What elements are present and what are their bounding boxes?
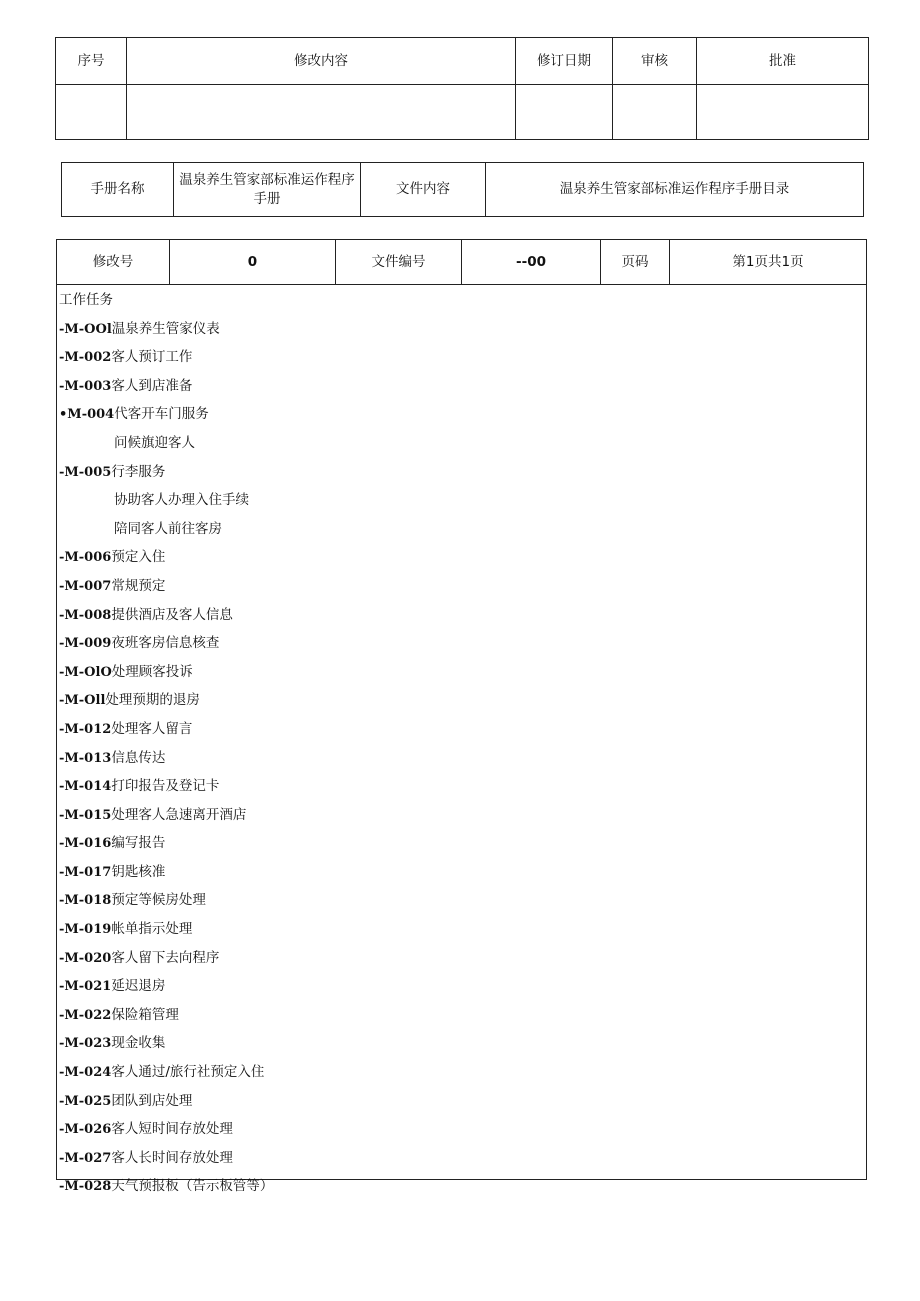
task-title: 提供酒店及客人信息 bbox=[111, 606, 233, 623]
task-title: 客人留下去向程序 bbox=[111, 949, 220, 966]
header-review: 审核 bbox=[613, 38, 697, 85]
task-title: 常规预定 bbox=[111, 577, 166, 594]
task-code: -M-Oll bbox=[59, 693, 106, 709]
task-code: -M-015 bbox=[59, 807, 112, 823]
task-title: 保险箱管理 bbox=[111, 1006, 179, 1023]
task-title: 客人长时间存放处理 bbox=[111, 1149, 233, 1166]
list-item bbox=[59, 1001, 866, 1030]
task-title: 行李服务 bbox=[111, 463, 166, 480]
list-item bbox=[59, 886, 866, 915]
header-approval: 批准 bbox=[697, 38, 869, 85]
task-code: -M-008 bbox=[59, 607, 112, 623]
task-list bbox=[57, 285, 866, 1201]
empty-cell bbox=[613, 85, 697, 140]
task-code: -M-007 bbox=[59, 578, 112, 594]
document-table bbox=[56, 239, 867, 1195]
list-item bbox=[59, 486, 866, 515]
task-code: -M-OOl bbox=[59, 321, 112, 337]
task-title: 客人到店准备 bbox=[111, 377, 193, 394]
task-title: 夜班客房信息核查 bbox=[111, 635, 220, 652]
task-title: 客人短时间存放处理 bbox=[111, 1121, 233, 1138]
task-title: 处理客人急速离开酒店 bbox=[111, 806, 247, 823]
task-code: -M-020 bbox=[59, 950, 112, 966]
empty-cell bbox=[56, 85, 127, 140]
task-title: 客人通过/旅行社预定入住 bbox=[111, 1064, 265, 1081]
empty-cell bbox=[127, 85, 516, 140]
task-title: 钥匙核准 bbox=[111, 863, 166, 880]
list-item bbox=[59, 744, 866, 773]
task-code: -M-026 bbox=[59, 1122, 112, 1138]
revision-header-row bbox=[56, 38, 869, 85]
task-code: -M-019 bbox=[59, 922, 112, 938]
revision-history-table bbox=[55, 37, 869, 140]
task-title: 代客开车门服务 bbox=[114, 406, 209, 423]
task-title: 信息传达 bbox=[111, 749, 166, 766]
task-code: -M-017 bbox=[59, 864, 112, 880]
list-item bbox=[59, 915, 866, 944]
task-title: 温泉养生管家仪表 bbox=[111, 320, 220, 337]
list-item bbox=[59, 429, 866, 458]
task-title: 天气预报板（告示板管等） bbox=[111, 1178, 274, 1195]
revision-number-value: 0 bbox=[170, 240, 336, 285]
task-title: 处理预期的退房 bbox=[105, 692, 200, 709]
task-code: -M-024 bbox=[59, 1065, 112, 1081]
list-item bbox=[59, 572, 866, 601]
task-code: -M-003 bbox=[59, 378, 112, 394]
task-title: 处理客人留言 bbox=[111, 720, 193, 737]
list-item bbox=[59, 543, 866, 572]
task-title: 处理顾客投诉 bbox=[111, 663, 193, 680]
task-code: -M-023 bbox=[59, 1036, 112, 1052]
task-code: -M-012 bbox=[59, 721, 112, 737]
list-item bbox=[59, 601, 866, 630]
task-title: 编写报告 bbox=[111, 835, 166, 852]
list-item bbox=[59, 458, 866, 487]
task-code: -M-018 bbox=[59, 893, 112, 909]
manual-name-value: 温泉养生管家部标准运作程序手册 bbox=[174, 163, 361, 217]
task-title: 帐单指示处理 bbox=[111, 921, 193, 938]
header-modification-content: 修改内容 bbox=[127, 38, 516, 85]
task-code: -M-005 bbox=[59, 464, 112, 480]
file-number-label: 文件编号 bbox=[336, 240, 462, 285]
list-item bbox=[59, 1172, 866, 1201]
list-item bbox=[59, 972, 866, 1001]
task-code: -M-027 bbox=[59, 1150, 112, 1166]
task-title: 协助客人办理入住手续 bbox=[114, 492, 249, 509]
task-code: -M-028 bbox=[59, 1179, 112, 1195]
section-title: 工作任务 bbox=[59, 292, 113, 308]
task-title: 预定入住 bbox=[111, 549, 166, 566]
list-item bbox=[59, 400, 866, 429]
list-item bbox=[59, 1029, 866, 1058]
task-code: -M-002 bbox=[59, 350, 112, 366]
list-item bbox=[59, 343, 866, 372]
task-title: 现金收集 bbox=[111, 1035, 166, 1052]
task-title: 团队到店处理 bbox=[111, 1092, 193, 1109]
list-item bbox=[59, 772, 866, 801]
manual-info-table bbox=[61, 162, 864, 217]
manual-info-row bbox=[62, 163, 864, 217]
document-meta-row bbox=[57, 240, 867, 285]
list-item bbox=[59, 944, 866, 973]
task-code: •M-004 bbox=[59, 407, 115, 423]
task-title: 问候旗迎客人 bbox=[114, 434, 195, 451]
task-code: -M-OlO bbox=[59, 664, 112, 680]
task-title: 打印报告及登记卡 bbox=[111, 778, 220, 795]
file-number-value: --00 bbox=[462, 240, 601, 285]
list-item bbox=[59, 686, 866, 715]
task-code: -M-021 bbox=[59, 979, 112, 995]
task-title: 预定等候房处理 bbox=[111, 892, 206, 909]
list-item bbox=[59, 801, 866, 830]
task-title: 客人预订工作 bbox=[111, 349, 193, 366]
revision-number-label: 修改号 bbox=[57, 240, 170, 285]
page-number-label: 页码 bbox=[601, 240, 670, 285]
list-item bbox=[59, 1115, 866, 1144]
list-item bbox=[59, 829, 866, 858]
list-item bbox=[59, 715, 866, 744]
task-code: -M-006 bbox=[59, 550, 112, 566]
task-code: -M-014 bbox=[59, 779, 112, 795]
list-item bbox=[59, 629, 866, 658]
file-content-label: 文件内容 bbox=[361, 163, 486, 217]
header-revision-date: 修订日期 bbox=[516, 38, 613, 85]
list-item bbox=[59, 858, 866, 887]
header-serial-no: 序号 bbox=[56, 38, 127, 85]
list-item bbox=[59, 658, 866, 687]
list-item bbox=[59, 372, 866, 401]
list-item bbox=[59, 1144, 866, 1173]
list-item bbox=[59, 515, 866, 544]
task-code: -M-009 bbox=[59, 636, 112, 652]
task-code: -M-013 bbox=[59, 750, 112, 766]
manual-name-label: 手册名称 bbox=[62, 163, 174, 217]
page-number-value: 第1页共1页 bbox=[670, 240, 867, 285]
list-item bbox=[59, 1058, 866, 1087]
task-code: -M-025 bbox=[59, 1093, 112, 1109]
list-item bbox=[59, 315, 866, 344]
document-content-row bbox=[57, 285, 867, 1180]
revision-empty-row bbox=[56, 85, 869, 140]
task-code: -M-022 bbox=[59, 1007, 112, 1023]
empty-cell bbox=[516, 85, 613, 140]
list-item bbox=[59, 1087, 866, 1116]
file-content-value: 温泉养生管家部标准运作程序手册目录 bbox=[486, 163, 864, 217]
task-title: 陪同客人前往客房 bbox=[114, 520, 222, 537]
contents-cell bbox=[57, 285, 867, 1195]
task-title: 延迟退房 bbox=[111, 978, 166, 995]
empty-cell bbox=[697, 85, 869, 140]
task-code: -M-016 bbox=[59, 836, 112, 852]
